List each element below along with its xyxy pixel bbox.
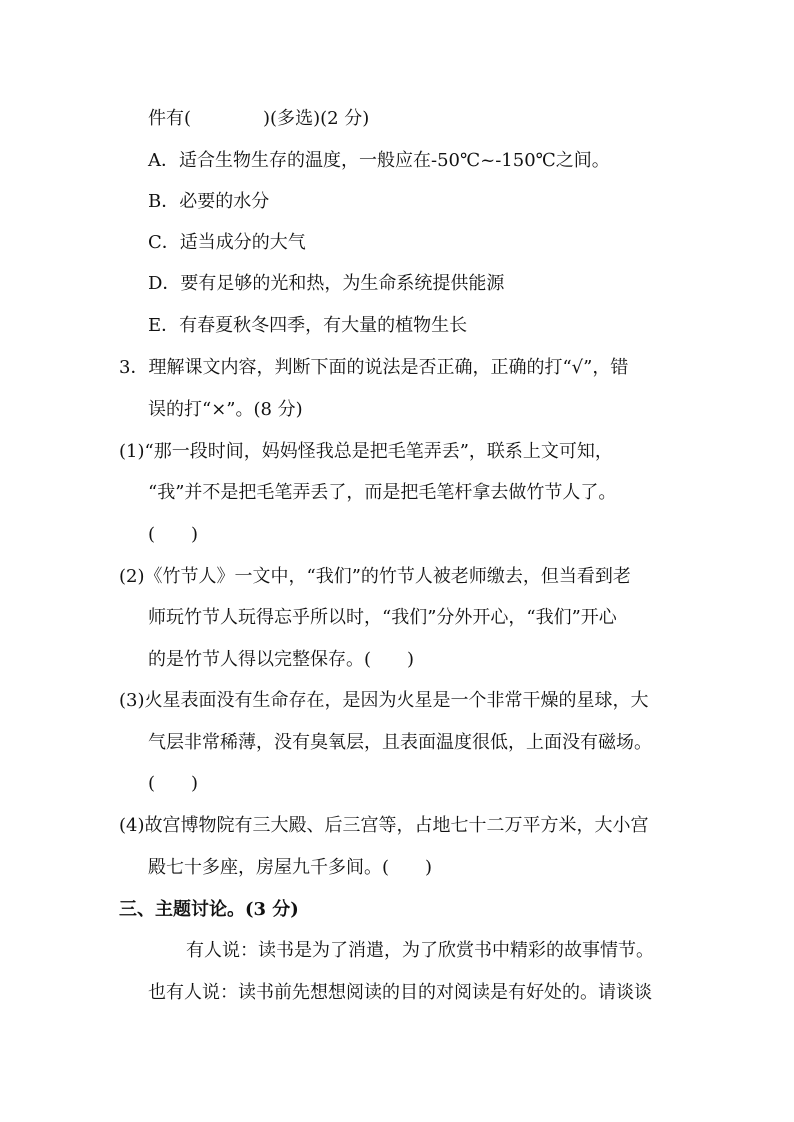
section3-paragraph-line1: 有人说：读书是为了消遣，为了欣赏书中精彩的故事情节。 (186, 940, 654, 961)
q2-option-a: A．适合生物生存的温度，一般应在-50℃~-150℃之间。 (148, 150, 610, 171)
section3-heading: 三、主题讨论。(3 分) (119, 899, 299, 920)
q3-item1-answer-blank: ( ) (148, 524, 199, 545)
q3-item2-line1: (2)《竹节人》一文中，“我们”的竹节人被老师缴去，但当看到老 (119, 566, 631, 587)
q2-option-c: C．适当成分的大气 (148, 232, 306, 253)
q2-option-b: B．必要的水分 (148, 191, 270, 212)
q3-item3-line2: 气层非常稀薄，没有臭氧层，且表面温度很低，上面没有磁场。 (148, 732, 652, 753)
q3-stem-line1: 3．理解课文内容，判断下面的说法是否正确，正确的打“√”，错 (119, 357, 629, 378)
q3-item2-line2: 师玩竹节人玩得忘乎所以时，“我们”分外开心，“我们”开心 (148, 607, 617, 628)
q2-stem-continuation: 件有( )(多选)(2 分) (148, 108, 370, 129)
q3-stem-line2: 误的打“×”。(8 分) (148, 399, 303, 420)
q3-item1-line1: (1)“那一段时间，妈妈怪我总是把毛笔弄丢”，联系上文可知， (119, 441, 613, 462)
q3-item3-line1: (3)火星表面没有生命存在，是因为火星是一个非常干燥的星球，大 (119, 690, 649, 711)
q3-item4-line2: 殿七十多座，房屋九千多间。( ) (148, 857, 433, 878)
q2-option-d: D．要有足够的光和热，为生命系统提供能源 (148, 273, 505, 294)
q3-item4-line1: (4)故宫博物院有三大殿、后三宫等，占地七十二万平方米，大小宫 (119, 815, 649, 836)
section3-paragraph-line2: 也有人说：读书前先想想阅读的目的对阅读是有好处的。请谈谈 (148, 982, 652, 1003)
q3-item3-answer-blank: ( ) (148, 773, 199, 794)
q3-item1-line2: “我”并不是把毛笔弄丢了，而是把毛笔杆拿去做竹节人了。 (148, 482, 617, 503)
q2-option-e: E．有春夏秋冬四季，有大量的植物生长 (148, 315, 468, 336)
q3-item2-line3: 的是竹节人得以完整保存。( ) (148, 649, 415, 670)
